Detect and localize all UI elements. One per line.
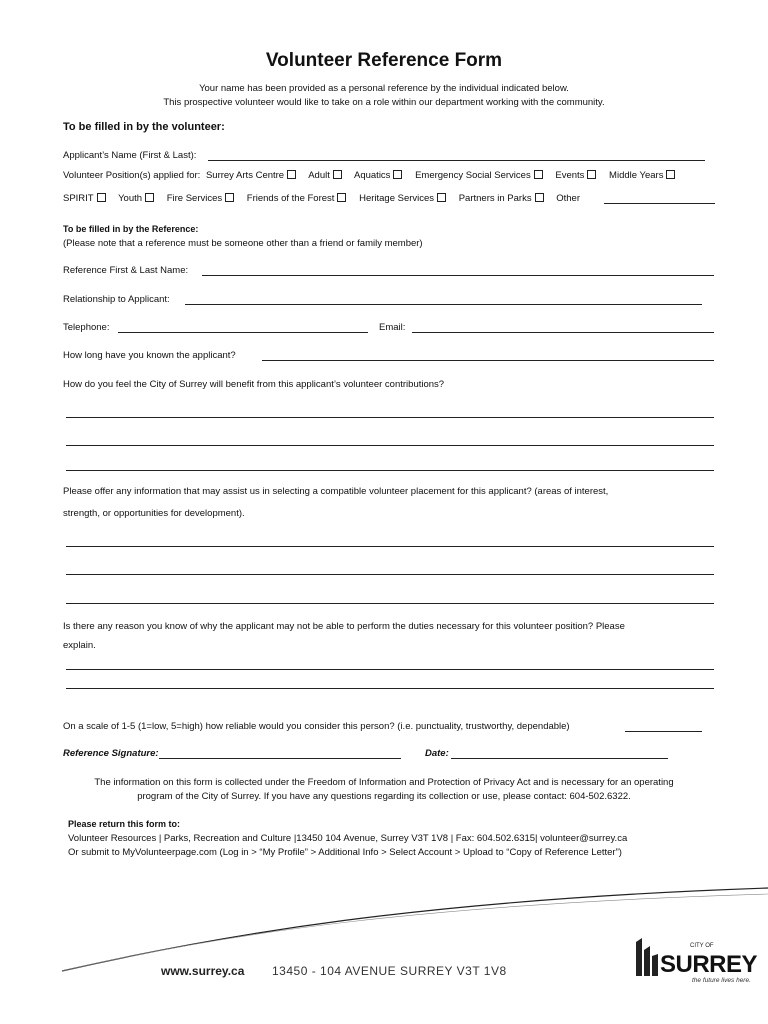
return-heading: Please return this form to:	[68, 819, 181, 829]
reference-name-field[interactable]	[202, 275, 714, 276]
checkbox[interactable]	[437, 193, 446, 202]
position-option[interactable]	[247, 193, 347, 204]
applicant-name-field[interactable]	[208, 160, 705, 161]
checkbox[interactable]	[145, 193, 154, 202]
position-label: Emergency Social Services	[415, 170, 531, 181]
positions-row-1	[63, 170, 675, 181]
return-address: Volunteer Resources | Parks, Recreation and Culture |13450 104 Avenue, Surrey V3T 1V8 | Fax: 604.502.6315| volunteer@surrey.ca	[68, 833, 628, 844]
email-label: Email:	[379, 322, 406, 333]
reference-section-heading: To be filled in by the Reference:	[63, 224, 199, 234]
placement-answer-line[interactable]	[66, 546, 714, 547]
placement-question-line-1: Please offer any information that may assist us in selecting a compatible volunteer placement for this applicant? (areas of interest,	[63, 486, 609, 497]
position-label: Friends of the Forest	[246, 193, 335, 204]
checkbox[interactable]	[535, 193, 544, 202]
checkbox[interactable]	[393, 170, 402, 179]
checkbox[interactable]	[97, 193, 106, 202]
reason-question-line-1: Is there any reason you know of why the applicant may not be able to perform the duties necessary for this volunteer position? Please	[63, 621, 625, 632]
applicant-name-label: Applicant’s Name (First & Last):	[63, 150, 197, 161]
position-option[interactable]	[308, 170, 342, 181]
position-label: Fire Services	[166, 193, 223, 204]
checkbox[interactable]	[666, 170, 675, 179]
position-option[interactable]	[206, 170, 296, 181]
placement-question-line-2: strength, or opportunities for development).	[63, 508, 245, 519]
other-position-field[interactable]	[604, 203, 715, 204]
position-option[interactable]	[354, 170, 402, 181]
placement-answer-line[interactable]	[66, 603, 714, 604]
reliability-rating-field[interactable]	[625, 731, 702, 732]
checkbox[interactable]	[587, 170, 596, 179]
reason-question-line-2: explain.	[63, 640, 96, 651]
return-online-instructions: Or submit to MyVolunteerpage.com (Log in > “My Profile” > Additional Info > Select Account > Upload to “Copy of Reference Letter”)	[68, 847, 622, 858]
date-field[interactable]	[451, 758, 668, 759]
position-label: Surrey Arts Centre	[205, 170, 285, 181]
position-label: Partners in Parks	[458, 193, 532, 204]
known-duration-field[interactable]	[262, 360, 714, 361]
position-option[interactable]	[118, 193, 154, 204]
benefit-answer-line[interactable]	[66, 417, 714, 418]
benefit-question: How do you feel the City of Surrey will benefit from this applicant’s volunteer contributions?	[63, 379, 445, 390]
checkbox[interactable]	[333, 170, 342, 179]
position-label: SPIRIT	[63, 193, 94, 204]
placement-answer-line[interactable]	[66, 574, 714, 575]
reference-name-label: Reference First & Last Name:	[63, 265, 189, 276]
checkbox[interactable]	[287, 170, 296, 179]
position-option[interactable]	[459, 193, 544, 204]
signature-label: Reference Signature:	[63, 748, 159, 759]
positions-row-2	[63, 193, 580, 204]
reason-answer-line[interactable]	[66, 669, 714, 670]
date-label: Date:	[425, 748, 449, 759]
checkbox[interactable]	[225, 193, 234, 202]
position-label: Adult	[308, 170, 330, 181]
svg-text:SURREY: SURREY	[660, 951, 758, 978]
position-option[interactable]	[555, 170, 596, 181]
position-option[interactable]	[167, 193, 234, 204]
footer-website[interactable]: www.surrey.ca	[161, 964, 245, 978]
benefit-answer-line[interactable]	[66, 445, 714, 446]
reliability-question: On a scale of 1-5 (1=low, 5=high) how reliable would you consider this person? (i.e. punctuality, trustworthy, dependable)	[63, 721, 570, 732]
positions-label: Volunteer Position(s) applied for:	[63, 170, 201, 181]
known-duration-label: How long have you known the applicant?	[63, 350, 236, 361]
position-label: Youth	[118, 193, 143, 204]
relationship-field[interactable]	[185, 304, 702, 305]
telephone-field[interactable]	[118, 332, 368, 333]
position-label: Middle Years	[609, 170, 664, 181]
volunteer-section-heading: To be filled in by the volunteer:	[63, 121, 225, 133]
checkbox[interactable]	[534, 170, 543, 179]
svg-text:the future lives here.: the future lives here.	[692, 977, 751, 984]
privacy-notice-line-2: program of the City of Surrey. If you have any questions regarding its collection or use, please contact: 604-502.6322.	[137, 791, 631, 802]
position-label: Aquatics	[354, 170, 391, 181]
svg-text:CITY OF: CITY OF	[690, 943, 714, 949]
form-title: Volunteer Reference Form	[265, 50, 503, 71]
position-option[interactable]	[359, 193, 446, 204]
telephone-label: Telephone:	[63, 322, 110, 333]
relationship-label: Relationship to Applicant:	[63, 294, 170, 305]
privacy-notice-line-1: The information on this form is collected under the Freedom of Information and Protection of Privacy Act and is necessary for an operating	[94, 777, 674, 788]
email-field[interactable]	[412, 332, 714, 333]
position-option[interactable]	[63, 193, 106, 204]
position-label: Events	[555, 170, 585, 181]
footer-address: 13450 - 104 AVENUE SURREY V3T 1V8	[272, 964, 507, 978]
position-option[interactable]	[609, 170, 675, 181]
intro-line-1: Your name has been provided as a personal reference by the individual indicated below.	[199, 83, 569, 94]
benefit-answer-line[interactable]	[66, 470, 714, 471]
position-label: Heritage Services	[359, 193, 435, 204]
signature-field[interactable]	[159, 758, 401, 759]
position-option[interactable]	[415, 170, 543, 181]
other-label: Other	[556, 193, 580, 204]
checkbox[interactable]	[337, 193, 346, 202]
surrey-logo	[632, 936, 758, 990]
reference-note: (Please note that a reference must be someone other than a friend or family member)	[63, 238, 423, 249]
intro-line-2: This prospective volunteer would like to take on a role within our department working with the community.	[163, 97, 605, 108]
reason-answer-line[interactable]	[66, 688, 714, 689]
